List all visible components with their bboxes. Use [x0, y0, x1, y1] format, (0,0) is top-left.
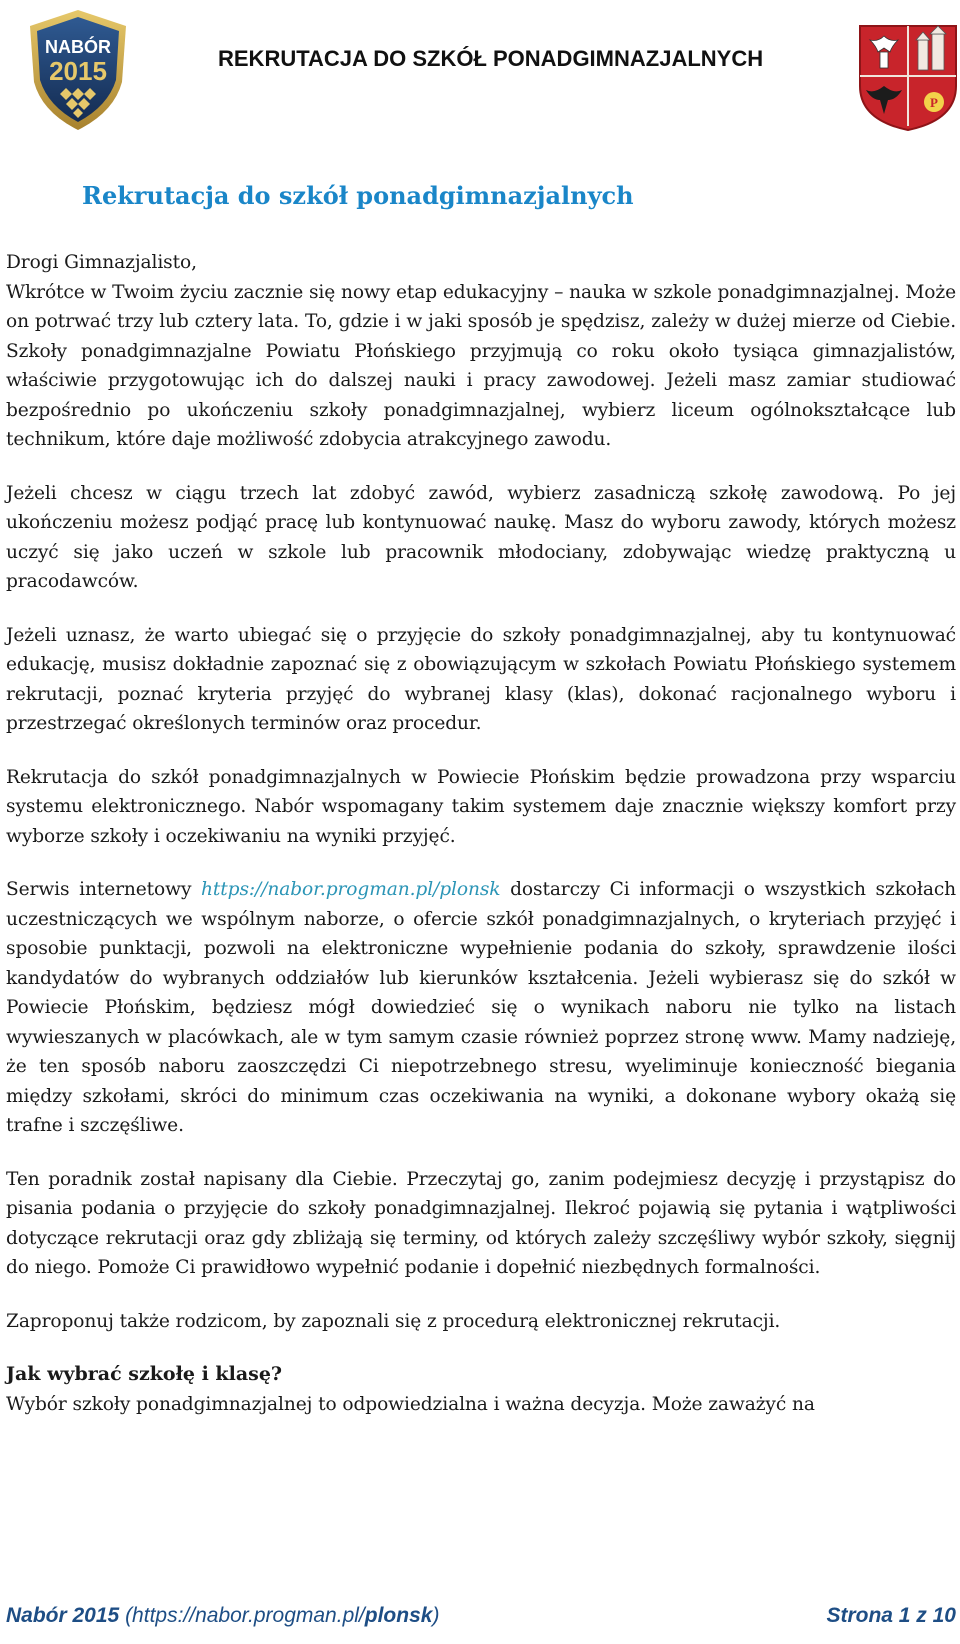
paragraph-intro: Wkrótce w Twoim życiu zacznie się nowy etap edukacyjny – nauka w szkole ponadgimnazjalnej. Może on potrwać trzy lub cztery lata. To, gdzie i w jaki sposób je spędzisz, zależy w dużej mierze od Ciebie. Szkoły ponadgimnazjalne Powiatu Płońskiego przyjmują co roku około tysiąca gimnazjalistów, właściwie przygotowując ich do dalszej nauki i pracy zawodowej. Jeżeli masz zamiar studiować bezpośrednio po ukończeniu szkoły ponadgimnazjalnej, wybierz liceum ogólnokształcące lub technikum, które daje możliwość zdobycia atrakcyjnego zawodu.: [6, 281, 956, 450]
paragraph-guide: Ten poradnik został napisany dla Ciebie. Przeczytaj go, zanim podejmiesz decyzję i przystąpisz do pisania podania o przyjęcie do szkoły ponadgimnazjalnej. Ilekroć pojawią się pytania i wątpliwości dotyczące rekrutacji oraz gdy zbliżają się terminy, od których zależy szczęśliwy wybór szkoły, sięgnij do niego. Pomoże Ci prawidłowo wypełnić podanie i dopełnić niezbędnych formalności.: [6, 1168, 956, 1278]
page-number: Strona 1 z 10: [826, 1604, 956, 1627]
document-body: [6, 180, 956, 1419]
svg-text:P: P: [930, 95, 938, 110]
paragraph-electronic-system: Rekrutacja do szkół ponadgimnazjalnych w Powiecie Płońskim będzie prowadzona przy wsparciu systemu elektronicznego. Nabór wspomagany takim systemem daje znacznie większy komfort przy wyborze szkoły i oczekiwaniu na wyniki przyjęć.: [6, 766, 956, 847]
footer-url-close: ): [432, 1604, 440, 1627]
website-intro-text: Serwis internetowy: [6, 879, 202, 900]
page-header: [0, 0, 960, 140]
subheading-choose-school: Jak wybrać szkołę i klasę?: [6, 1363, 283, 1385]
footer-nabor-label: Nabór 2015: [6, 1604, 120, 1627]
paragraph-choice: Wybór szkoły ponadgimnazjalnej to odpowiedzialna i ważna decyzja. Może zaważyć na: [6, 1393, 815, 1415]
document-title: Rekrutacja do szkół ponadgimnazjalnych: [82, 181, 634, 210]
footer-left: [6, 1604, 439, 1628]
footer-url-open: (https://nabor.progman.pl/: [119, 1604, 365, 1627]
website-link[interactable]: https://nabor.progman.pl/plonsk: [201, 879, 501, 900]
header-title: REKRUTACJA DO SZKÓŁ PONADGIMNAZJALNYCH: [218, 46, 764, 71]
powiat-coat-of-arms: [858, 24, 958, 132]
page-footer: [6, 1604, 956, 1628]
paragraph-parents: Zaproponuj także rodzicom, by zapoznali się z procedurą elektronicznej rekrutacji.: [6, 1310, 781, 1332]
footer-url-plonsk: plonsk: [364, 1604, 433, 1627]
paragraph-recruitment-rules: Jeżeli uznasz, że warto ubiegać się o przyjęcie do szkoły ponadgimnazjalnej, aby tu kontynuować edukację, musisz dokładnie zapoznać się z obowiązującym w szkołach Powiatu Płońskiego systemem rekrutacji, poznać kryteria przyjęć do wybranej klasy (klas), dokonać racjonalnego wyboru i przestrzegać określonych terminów oraz procedur.: [6, 624, 956, 734]
svg-text:2015: 2015: [49, 56, 107, 86]
nabor-2015-badge-logo: [26, 8, 130, 132]
paragraph-website: [6, 875, 956, 1141]
paragraph-vocational: Jeżeli chcesz w ciągu trzech lat zdobyć zawód, wybierz zasadniczą szkołę zawodową. Po jej ukończeniu możesz podjąć pracę lub kontynuować naukę. Masz do wyboru zawody, których możesz uczyć się jako uczeń w szkole lub pracownik młodociany, zdobywając wiedzę praktyczną u pracodawców.: [6, 482, 956, 592]
greeting: Drogi Gimnazjalisto,: [6, 252, 197, 273]
svg-text:NABÓR: NABÓR: [45, 37, 111, 57]
website-description-text: dostarczy Ci informacji o wszystkich szkołach uczestniczących we wspólnym naborze, o ofercie szkół ponadgimnazjalnych, o kryteriach przyjęć i sposobie punktacji, pozwoli na elektroniczne wypełnienie podania do szkoły, sprawdzenie ilości kandydatów do wybranych oddziałów lub kierunków kształcenia. Jeżeli wybierasz się do szkół w Powiecie Płońskim, będziesz mógł dowiedzieć się o wynikach naboru nie tylko na listach wywieszanych w placówkach, ale w tym samym czasie również poprzez stronę www. Mamy nadzieję, że ten sposób naboru zaoszczędzi Ci niepotrzebnego stresu, wyeliminuje konieczność biegania między szkołami, skróci do minimum czas oczekiwania na wyniki, a dokonane wybory okażą się trafne i szczęśliwe.: [6, 879, 957, 1136]
